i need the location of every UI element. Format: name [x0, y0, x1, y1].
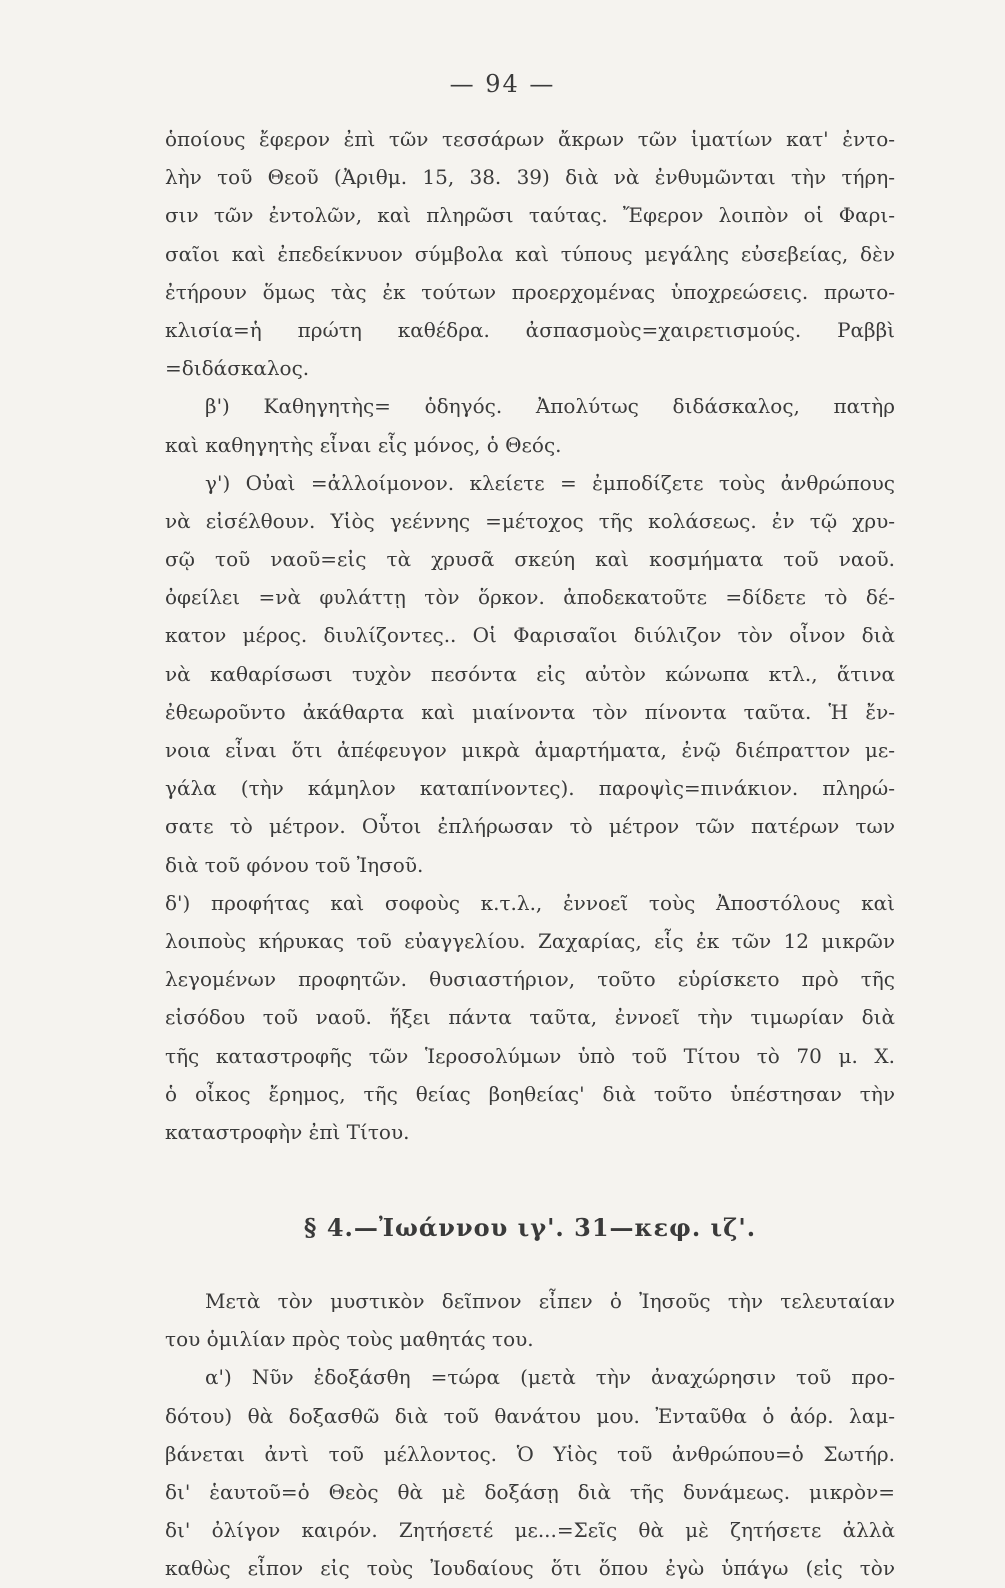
- paragraph-b: [165, 387, 895, 463]
- text-line: δι' ὀλίγον καιρόν. Ζητήσετέ με...=Σεῖς θὰ μὲ ζητήσετε ἀλλὰ: [165, 1518, 895, 1543]
- section-heading: § 4.—Ἰωάννου ιγ'. 31—κεφ. ιζ'.: [303, 1213, 757, 1243]
- text-line: δ') προφήτας καὶ σοφοὺς κ.τ.λ., ἐννοεῖ τοὺς Ἀποστόλους καὶ: [165, 890, 895, 915]
- paragraph-g: [165, 464, 895, 884]
- text-line: λεγομένων προφητῶν. θυσιαστήριον, τοῦτο εὑρίσκετο πρὸ τῆς: [165, 967, 895, 992]
- text-line: νὰ εἰσέλθουν. Υἱὸς γεέννης =μέτοχος τῆς κολάσεως. ἐν τῷ χρυ-: [165, 508, 895, 533]
- text-line: λὴν τοῦ Θεοῦ (Ἀριθμ. 15, 38. 39) διὰ νὰ ἐνθυμῶνται τὴν τήρη-: [165, 165, 895, 190]
- text-line: νὰ καθαρίσωσι τυχὸν πεσόντα εἰς αὐτὸν κώνωπα κτλ., ἅτινα: [165, 661, 895, 686]
- text-line: καταστροφὴν ἐπὶ Τίτου.: [165, 1119, 410, 1144]
- text-line: σατε τὸ μέτρον. Οὗτοι ἐπλήρωσαν τὸ μέτρον τῶν πατέρων των: [165, 814, 895, 839]
- text-line: σῷ τοῦ ναοῦ=εἰς τὰ χρυσᾶ σκεύη καὶ κοσμήματα τοῦ ναοῦ.: [165, 547, 895, 572]
- text-line: νοια εἶναι ὅτι ἀπέφευγον μικρὰ ἁμαρτήματα, ἐνῷ διέπραττον με-: [165, 738, 895, 762]
- text-line: ἐθεωροῦντο ἀκάθαρτα καὶ μιαίνοντα τὸν πίνοντα ταῦτα. Ἡ ἔν-: [165, 699, 895, 724]
- text-line: εἰσόδου τοῦ ναοῦ. ἥξει πάντα ταῦτα, ἐννοεῖ τὴν τιμωρίαν διὰ: [165, 1005, 895, 1030]
- text-line: βάνεται ἀντὶ τοῦ μέλλοντος. Ὁ Υἱὸς τοῦ ἀνθρώπου=ὁ Σωτήρ.: [165, 1441, 895, 1466]
- text-line: γάλα (τὴν κάμηλον καταπίνοντες). παροψὶς=πινάκιον. πληρώ-: [165, 776, 895, 801]
- paragraph-d: [165, 884, 895, 1151]
- text-line: ὁποίους ἔφερον ἐπὶ τῶν τεσσάρων ἄκρων τῶν ἱματίων κατ' ἐντο-: [165, 127, 895, 151]
- text-line: λοιποὺς κήρυκας τοῦ εὐαγγελίου. Ζαχαρίας, εἷς ἐκ τῶν 12 μικρῶν: [165, 928, 895, 953]
- text-line: γ') Οὐαὶ =ἀλλοίμονον. κλείετε = ἐμποδίζετε τοὺς ἀνθρώπους: [205, 470, 895, 495]
- paragraph-top: [165, 120, 895, 387]
- text-line: α') Νῦν ἐδοξάσθη =τώρα (μετὰ τὴν ἀναχώρησιν τοῦ προ-: [205, 1365, 895, 1390]
- text-line: ὁ οἶκος ἔρημος, τῆς θείας βοηθείας' διὰ τοῦτο ὑπέστησαν τὴν: [165, 1081, 895, 1106]
- text-line: δι' ἑαυτοῦ=ὁ Θεὸς θὰ μὲ δοξάσῃ διὰ τῆς δυνάμεως. μικρὸν=: [165, 1480, 895, 1504]
- text-line: διὰ τοῦ φόνου τοῦ Ἰησοῦ.: [165, 852, 424, 877]
- text-line: β') Καθηγητὴς= ὁδηγός. Ἀπολύτως διδάσκαλος, πατὴρ: [205, 394, 895, 419]
- text-line: καθὼς εἶπον εἰς τοὺς Ἰουδαίους ὅτι ὅπου ἐγὼ ὑπάγω (εἰς τὸν: [165, 1556, 895, 1581]
- text-line: καὶ καθηγητὴς εἶναι εἷς μόνος, ὁ Θεός.: [165, 432, 562, 457]
- text-line: ἐτήρουν ὅμως τὰς ἐκ τούτων προερχομένας ὑποχρεώσεις. πρωτο-: [165, 279, 895, 304]
- text-line: κατον μέρος. διυλίζοντες.. Οἱ Φαρισαῖοι διύλιζον τὸν οἶνον διὰ: [165, 623, 895, 648]
- text-line: κλισία=ἡ πρώτη καθέδρα. ἀσπασμοὺς=χαιρετισμούς. Ραββὶ: [165, 317, 895, 342]
- text-line: δότου) θὰ δοξασθῶ διὰ τοῦ θανάτου μου. Ἐνταῦθα ὁ ἀόρ. λαμ-: [165, 1403, 895, 1428]
- text-line: Μετὰ τὸν μυστικὸν δεῖπνον εἶπεν ὁ Ἰησοῦς τὴν τελευταίαν: [205, 1289, 895, 1314]
- commentary-text: [165, 120, 895, 1588]
- paragraph-section: [165, 1282, 895, 1588]
- text-line: σαῖοι καὶ ἐπεδείκνυον σύμβολα καὶ τύπους μεγάλης εὐσεβείας, δὲν: [165, 241, 895, 266]
- text-line: =διδάσκαλος.: [165, 356, 310, 381]
- text-line: τῆς καταστροφῆς τῶν Ἱεροσολύμων ὑπὸ τοῦ Τίτου τὸ 70 μ. Χ.: [165, 1043, 895, 1068]
- text-line: του ὁμιλίαν πρὸς τοὺς μαθητάς του.: [165, 1327, 534, 1352]
- page-number: — 94 —: [449, 70, 556, 98]
- text-line: σιν τῶν ἐντολῶν, καὶ πληρῶσι ταύτας. Ἔφερον λοιπὸν οἱ Φαρι-: [165, 203, 895, 228]
- text-line: ὀφείλει =νὰ φυλάττῃ τὸν ὅρκον. ἀποδεκατοῦτε =δίδετε τὸ δέ-: [165, 585, 895, 610]
